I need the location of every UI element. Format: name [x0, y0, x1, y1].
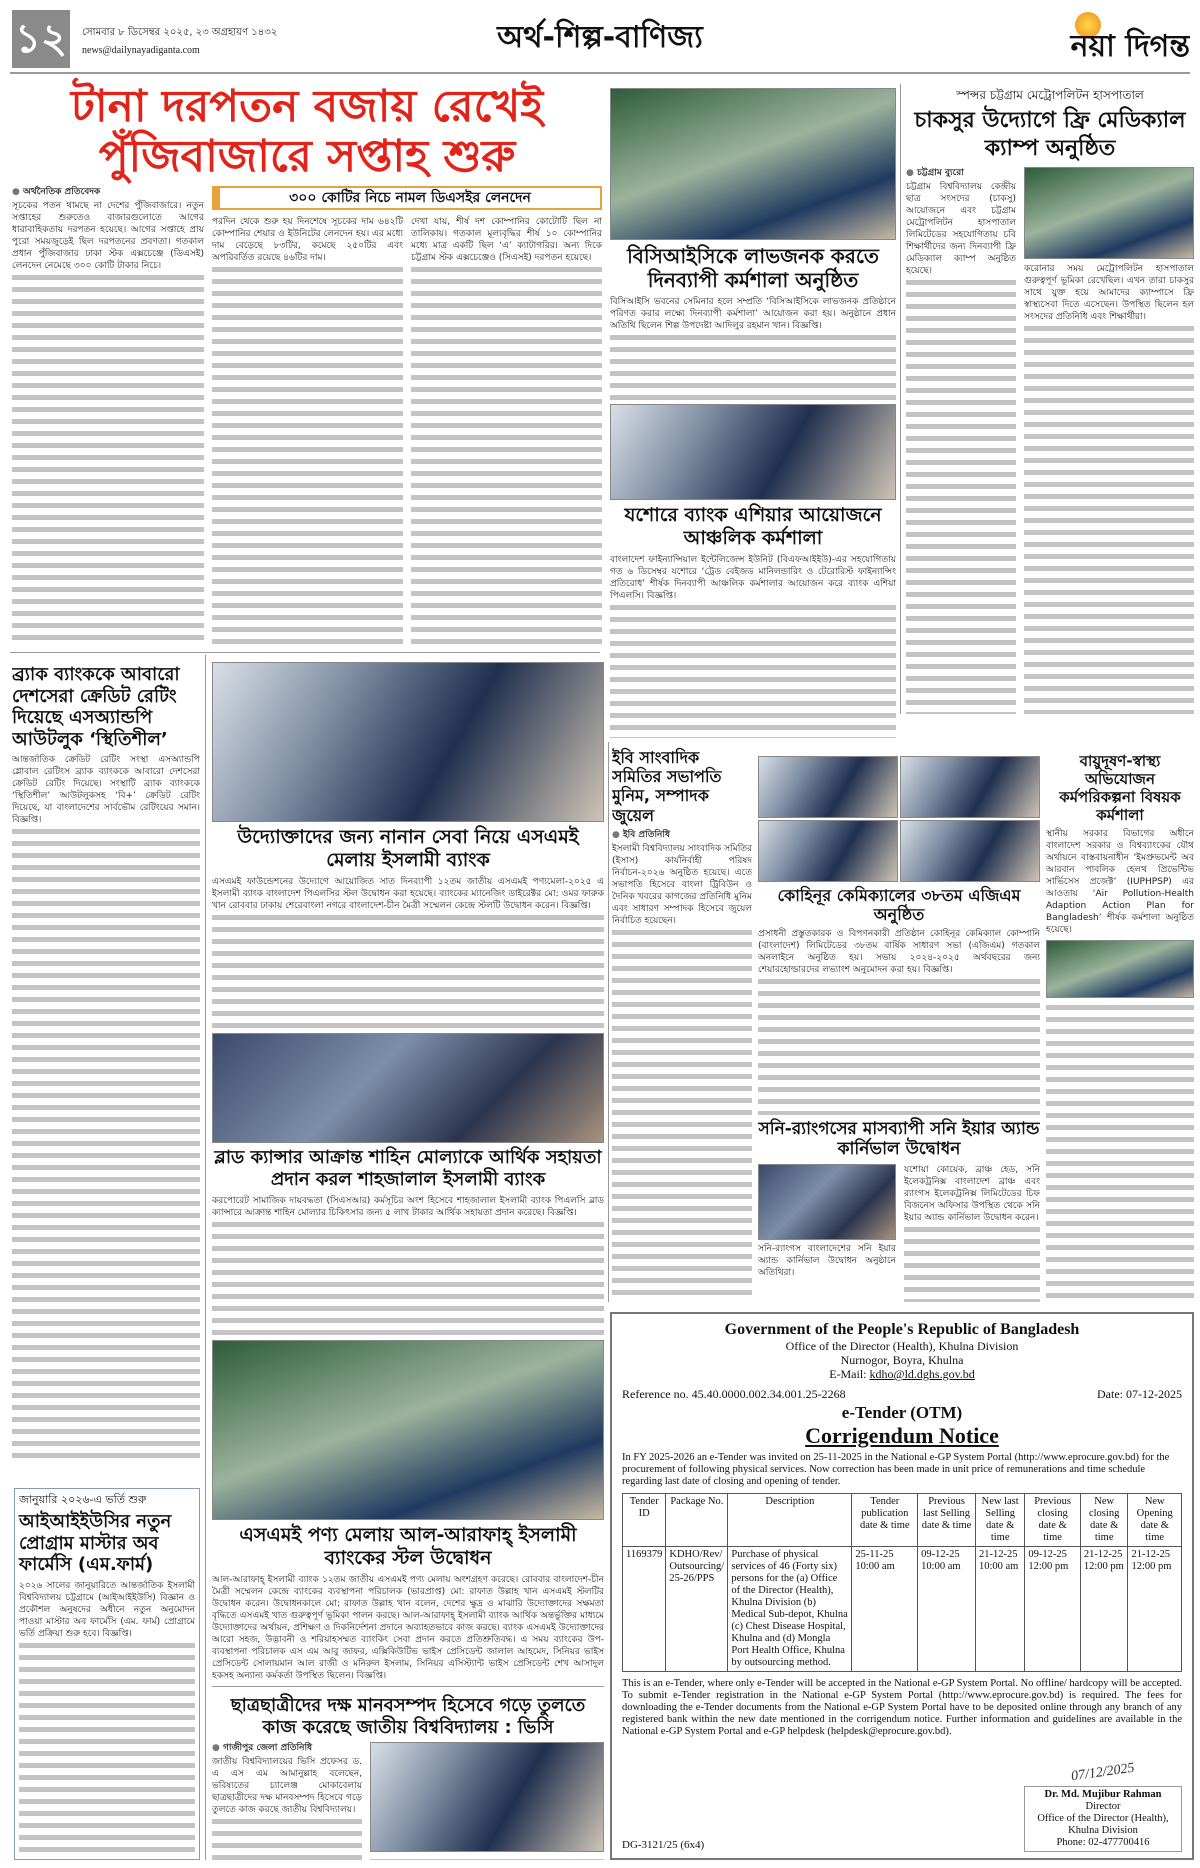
table-row: 1169379 KDHO/Rev/ Outsourcing/ 25-26/PPS Purchase of physical services of 46 (Forty six) persons for the (a) Office of the Director (Health), Khulna Division (b) Medical Sub-depot, Khulna (c) Chest Disease Hospital, Khulna and (d) Mongla Port Health Office, Khulna by outsourcing method. 25-11-25 10:00 am 09-12-25 10:00 am 21-12-25 10:00 am 09-12-25 12:00 pm 21-12-25 12:00 pm 21-12-25 12:00 pm — [623, 1547, 1182, 1672]
chaksu-byline: ● চট্টগ্রাম ব্যুরো — [906, 167, 1016, 179]
brac-story — [12, 660, 200, 1460]
alarafah-photo — [212, 1340, 604, 1520]
iiuc-box — [14, 1488, 200, 1860]
eb-body: ইসলামী বিশ্ববিদ্যালয় সাংবাদিক সমিতির (ইসাস) কার্যনির্বাহী পরিষদ নির্বাচন-২০২৬ অনুষ্ঠিত হয়েছে। এতে সভাপতি হিসেবে বাংলা ট্রিবিউন ও দৈনিক খবরের কাগজের প্রতিনিধি মুনিম এবং সাধারণ সম্পাদক হিসেবে জুয়েল নির্বাচিত হয়েছেন। — [612, 843, 752, 926]
tender-note: This is an e-Tender, where only e-Tender will be accepted in the National e-GP System Portal. No offline/ hardcopy will be accepted. To submit e-Tender registration in the National e-GP System Portal (http://www.eprocure.gov.bd) is required. The fees for downloading the e-Tender documents from the National e-GP System Portal have to be deposited online through any branch of any registered bank within the new date mentioned in the corrigendum notice. Further information and guidelines are available in the National e-GP System Portal and e-GP helpdesk (helpdesk@eprocure.gov.bd). — [622, 1678, 1182, 1737]
section-title: অর্থ-শিল্প-বাণিজ্য — [497, 20, 703, 55]
alarafah-body: আল-আরাফাহ্ ইসলামী ব্যাংক ১২তম জাতীয় এসএমই পণ্য মেলায় অংশগ্রহণ করেছে। রোববার বাংলাদেশ-চীন মৈত্রী সম্মেলন কেন্দ্রে ব্যাংকের ব্যবস্থাপনা পরিচালক (ভারপ্রাপ্ত) মো: রাফাত উল্লাহ খান এসএমই স্টলটির উদ্বোধন করেন। উদ্বোধনকালে মো: রাফাত উল্লাহ খান বলেন, দেশের ক্ষুদ্র ও মাঝারি উদ্যোক্তাদের সক্ষমতা বৃদ্ধিতে এসএমই খাত গুরুত্বপূর্ণ ভূমিকা পালন করছে। আল-আরাফাহ্ ইসলামী ব্যাংক আর্থিক অন্তর্ভুক্তির মাধ্যমে উদ্যোক্তাদের অর্থায়ন, প্রশিক্ষণ ও দিকনির্দেশনা প্রদানে অব্যাহতভাবে কাজ করছে। ব্যাংক এসএমই উদ্যোক্তাদের আরো সহজ, উদ্ভাবনী ও শরিয়াহসম্মত ব্যাংকিং সেবা প্রদান করতে প্রতিশ্রুতিবদ্ধ। এ সময় ব্যাংকের উপ-ব্যবস্থাপনা পরিচালক এস এম আবু জাফর, এক্সিকিউটিভ ভাইস প্রেসিডেন্ট জালাল আহমেদ, সিনিয়র ভাইস প্রেসিডেন্ট সোলায়মান আল রাজী ও মনিরুল ইসলাম, সিনিয়র এসিস্ট্যান্ট ভাইস প্রেসিডেন্ট শেখ আসাদুল হকসহ অন্যান্য কর্মকর্তা উপস্থিত ছিলেন। বিজ্ঞপ্তি। — [212, 1575, 604, 1681]
lead-headline: টানা দরপতন বজায় রেখেই পুঁজিবাজারে সপ্তাহ শুরু — [70, 81, 544, 182]
shahjalal-headline: ব্লাড ক্যান্সার আক্রান্ত শাহিন মোল্যাকে আর্থিক সহায়তা প্রদান করল শাহজালাল ইসলামী ব্যাংক — [214, 1147, 602, 1190]
iiuc-kicker: জানুয়ারি ২০২৬-এ ভর্তি শুরু — [19, 1493, 147, 1506]
nu-photo — [370, 1742, 604, 1852]
air-photo — [1046, 940, 1194, 998]
lead-body-col3: দেখা যায়, শীর্ষ দশ কোম্পানির কোটোটি ছিল না তালিকায়। গতকাল মূল্যবৃদ্ধির শীর্ষ ১০ কোম্পানির মধ্যে মাত্র একটি ছিল ‘এ’ ক্যাটাগরির। অন্য দিকে চট্টগ্রাম স্টক এক্সচেঞ্জেও (সিএসই) দরপতন হয়েছে। — [411, 217, 602, 263]
sony-caption: সনি-র‌্যাংগস বাংলাদেশের সনি ইয়ার অ্যান্ড কার্নিভাল উদ্বোধন অনুষ্ঠানে অতিথিরা। — [758, 1243, 896, 1278]
nu-headline: ছাত্রছাত্রীদের দক্ষ মানবসম্পদ হিসেবে গড়ে তুলতে কাজ করেছে জাতীয় বিশ্ববিদ্যালয় : ভিসি — [230, 1695, 586, 1738]
tender-table — [622, 1493, 1182, 1672]
jessore-photo — [610, 404, 896, 500]
lead-body-col1: সূচকের পতন থামছে না দেশের পুঁজিবাজারে। নতুন সপ্তাহের শুরুতেও বাজারগুলোতে আগের ধারাবাহিকতায় দরপতন হয়েছে। আগের সপ্তাহে প্রায় পুরো সময়জুড়েই ছিল দরপতনের প্রবণতা। গতকাল প্রধান পুঁজিবাজার ঢাকা স্টক এক্সচেঞ্জে (ডিএসই) লেনদেন নেমেছে ৩০০ কোটি টাকার নিচে। — [12, 201, 204, 271]
islami-body: এসএমই ফাউন্ডেশনের উদ্যোগে আয়োজিত সাত দিনব্যাপী ১২তম জাতীয় এসএমই পণ্যমেলা-২০২৫ এ ইসলামী ব্যাংক বাংলাদেশ পিএলসির স্টল উদ্বোধন করা হয়েছে। ব্যাংকের ম্যানেজিং ডাইরেক্টর মো: ওমর ফারুক খান রোববার ঢাকায় শেরেবাংলা নগরে বাংলাদেশ-চীন মৈত্রী সম্মেলন কেন্দ্রে স্টলটি উদ্বোধন করেন। বিজ্ঞপ্তি। — [212, 876, 604, 911]
newspaper-logo: নয়া দিগন্ত — [1000, 10, 1190, 68]
air-headline: বায়ুদূষণ-স্বাস্থ্য অভিযোজন কর্মপরিকল্পনা বিষয়ক কর্মশালা — [1059, 752, 1181, 824]
ad-code: DG-3121/25 (6x4) — [622, 1839, 705, 1851]
kohinoor-sony-column — [758, 756, 1040, 1302]
tender-gov: Government of the People's Republic of Bangladesh — [724, 1321, 1080, 1338]
tender-email-link[interactable]: kdho@ld.dghs.gov.bd — [869, 1367, 975, 1381]
eb-headline: ইবি সাংবাদিক সমিতির সভাপতি মুনিম, সম্পাদক জুয়েল — [612, 748, 722, 825]
tender-address: Nurnogor, Boyra, Khulna — [840, 1353, 964, 1367]
kohinoor-photo-2 — [900, 756, 1040, 818]
alarafah-headline: এসএমই পণ্য মেলায় আল-আরাফাহ্ ইসলামী ব্যাংকের স্টল উদ্বোধন — [239, 1524, 577, 1570]
lead-story — [12, 78, 602, 646]
middle-column — [212, 662, 604, 1860]
air-story — [1046, 748, 1194, 1300]
shahjalal-photo — [212, 1033, 604, 1143]
email-link[interactable]: news@dailynayadiganta.com — [82, 45, 200, 56]
chaksu-photo — [1024, 167, 1194, 259]
nu-byline: ● গাজীপুর জেলা প্রতিনিধি — [212, 1742, 362, 1754]
tender-table-header: Tender ID Package No. Description Tender publication date & time Previous last Selling date & time New last Selling date & time Previous closing date & time New closing date & time New Opening date & time — [623, 1494, 1182, 1547]
tender-notice — [610, 1312, 1194, 1860]
nu-body: জাতীয় বিশ্ববিদ্যালয়ের ভিসি প্রফেসর ড. এ এস এম আমানুল্লাহ বলেছেন, ভবিষ্যতের চ্যালেঞ্জ মোকাবেলায় ছাত্রছাত্রীদের দক্ষ মানবসম্পদ হিসেবে গড়ে তুলতে কাজ করছে জাতীয় বিশ্ববিদ্যালয়। — [212, 1757, 362, 1816]
islami-photo — [212, 662, 604, 822]
sony-photo — [758, 1164, 896, 1240]
tender-intro: In FY 2025-2026 an e-Tender was invited on 25-11-2025 in the National e-GP System Portal (http://www.eprocure.gov.bd) for the procurement of following physical services. Now correction has been made in unit price of remunerations and time schedule regarding last date of closing and opening of tender. — [622, 1452, 1170, 1487]
chaksu-body-col2: করোনার সময় মেট্রোপলিটন হাসপাতাল গুরুত্বপূর্ণ ভূমিকা রেখেছিল। এখন তারা চাকসুর সাথে যুক্ত হয়ে আমাদের ক্যাম্পাসে ফ্রি স্বাস্থ্যসেবা দিতে এসেছেন। উপস্থিত ছিলেন হল সংসদের প্রতিনিধি এবং শিক্ষার্থীরা। — [1024, 264, 1194, 322]
chaksu-headline: চাকসুর উদ্যোগে ফ্রি মেডিক্যাল ক্যাম্প অনুষ্ঠিত — [914, 108, 1186, 161]
kohinoor-body: প্রসাধনী প্রস্তুতকারক ও বিপণনকারী প্রতিষ্ঠান কোহিনূর কেমিক্যাল কোম্পানি (বাংলাদেশ) লিমিটেডের ৩৮তম বার্ষিক সাধারণ সভা (এজিএম) গতকাল অনলাইনে অনুষ্ঠিত হয়। সভায় ২০২৪-২০২৫ অর্থবছরের জন্য শেয়ারহোল্ডারদের লভ্যাংশ অনুমোদন করা হয়। বিজ্ঞপ্তি। — [758, 929, 1040, 976]
tender-date: Date: 07-12-2025 — [1097, 1387, 1182, 1401]
lead-subhead: ৩০০ কোটির নিচে নামল ডিএসইর লেনদেন — [212, 186, 602, 210]
shahjalal-body: করপোরেট সামাজিক দায়বদ্ধতা (সিএসআর) কর্মসূচির অংশ হিসেবে শাহজালাল ইসলামী ব্যাংক পিএলসি ব্লাড ক্যান্সারে আক্রান্ত শাহিন মোল্যার চিকিৎসার জন্য ৫ লাখ টাকার আর্থিক সহায়তা প্রদান করেছে। বিজ্ঞপ্তি। — [212, 1195, 604, 1218]
tender-reference: Reference no. 45.40.0000.002.34.001.25-2268 — [622, 1387, 846, 1401]
jessore-headline: যশোরে ব্যাংক এশিয়ার আয়োজনে আঞ্চলিক কর্মশালা — [624, 504, 882, 549]
eb-story — [612, 744, 752, 1302]
kohinoor-photo-3 — [758, 820, 898, 882]
signature: 07/12/2025 — [1070, 1760, 1136, 1785]
chaksu-body-col1: চট্টগ্রাম বিশ্ববিদ্যালয় কেন্দ্রীয় ছাত্র সংসদের (চাকসু) আয়োজনে এবং চট্টগ্রাম মেট্রোপলিটন হাসপাতাল লিমিটেডের সহযোগিতায় চবি শিক্ষার্থীদের জন্য দিনব্যাপী ফ্রি মেডিক্যাল ক্যাম্প অনুষ্ঠিত হয়েছে। — [906, 182, 1016, 276]
kohinoor-photo-4 — [900, 820, 1040, 882]
signer-box: Dr. Md. Mujibur Rahman Director Office of the Director (Health), Khulna Division Phone: 02-477700416 — [1024, 1786, 1182, 1852]
lead-body-col2: পরদিন থেকে শুরু হয় দিনশেষে সূচকের দাম ৬৪২টি কোম্পানির শেয়ার ও ইউনিটের লেনদেন হয়। এর মধ্যে দাম বেড়েছে ৮৩টির, কমেছে ২৫০টির এবং অপরিবর্তিত রয়েছে ৪৬টির দাম। — [212, 217, 403, 263]
iiuc-body: ২০২৬ সালের জানুয়ারিতে আন্তর্জাতিক ইসলামী বিশ্ববিদ্যালয় চট্টগ্রামে (আইআইইউসি) বিজ্ঞান ও প্রকৌশল অনুষদের অধীনে নতুন অনুমোদন পাওয়া মাস্টার অব ফার্মেসি (এম. ফার্ম) প্রোগ্রামে ভর্তি প্রক্রিয়া শুরু হবে। বিজ্ঞপ্তি। — [19, 1580, 195, 1639]
bcic-headline: বিসিআইসিকে লাভজনক করতে দিনব্যাপী কর্মশালা অনুষ্ঠিত — [627, 244, 879, 292]
air-body: স্থানীয় সরকার বিভাগের অধীনে বাংলাদেশ সরকার ও বিশ্বব্যাংকের যৌথ অর্থায়নে বাস্তবায়নাধীন ‘ইমপ্রুভমেন্ট অব আরবান পাবলিক হেলথ প্রিভেন্টিভ সার্ভিসেস প্রজেক্ট’ (IUPHPSP) এর আওতায় ‘Air Pollution-Health Adaption Action Plan for Bangladesh’ শীর্ষক কর্মশালা অনুষ্ঠিত হয়েছে। — [1046, 829, 1194, 935]
sony-body: যশোয়া কোয়েক, ব্রাঞ্চ হেড, সনি ইলেকট্রনিক্স বাংলাদেশ ব্রাঞ্চ এবং র‌্যাংগস ইলেকট্রনিক্স লিমিটেডের চিফ বিজনেস অফিসার উপস্থিত থেকে সনি ইয়ার অ্যান্ড কার্নিভাল উদ্বোধন করেন। — [904, 1164, 1040, 1223]
lead-byline: ● অর্থনৈতিক প্রতিবেদক — [12, 186, 204, 198]
sony-headline: সনি-র‌্যাংগসের মাসব্যাপী সনি ইয়ার অ্যান্ড কার্নিভাল উদ্বোধন — [758, 1118, 1040, 1160]
bcic-jessore-column — [610, 88, 896, 738]
eb-byline: ● ইবি প্রতিনিধি — [612, 829, 752, 841]
header-divider — [10, 72, 1190, 74]
page-number-box: ১২ — [12, 10, 70, 68]
kohinoor-headline: কোহিনূর কেমিক্যালের ৩৮তম এজিএম অনুষ্ঠিত — [777, 886, 1021, 925]
tender-office: Office of the Director (Health), Khulna Division — [785, 1339, 1019, 1353]
tender-type: e-Tender (OTM) — [841, 1403, 963, 1422]
islami-headline: উদ্যোক্তাদের জন্য নানান সেবা নিয়ে এসএমই মেলায় ইসলামী ব্যাংক — [237, 826, 579, 871]
brac-body: আন্তর্জাতিক ক্রেডিট রেটিং সংস্থা এসঅ্যান্ডপি গ্লোবাল রেটিংস ব্র্যাক ব্যাংককে আবারো দেশসেরা ক্রেডিট রেটিং দিয়েছে। সংস্থাটি ব্র্যাক ব্যাংককে ‘স্থিতিশীল’ আউটলুকসহ ‘বি+’ ক্রেডিট রেটিং দিয়েছে, যা বাংলাদেশের সার্বভৌম রেটিংয়ের সমান। বিজ্ঞপ্তি। — [12, 755, 200, 826]
issue-date: সোমবার ৮ ডিসেম্বর ২০২৫, ২৩ অগ্রহায়ণ ১৪৩২ — [82, 27, 278, 38]
tender-email-row: E-Mail: kdho@ld.dghs.gov.bd — [829, 1367, 975, 1381]
bcic-photo — [610, 88, 896, 240]
chaksu-story — [906, 88, 1194, 714]
kohinoor-photo-1 — [758, 756, 898, 818]
tender-title: Corrigendum Notice — [805, 1423, 999, 1448]
jessore-body: বাংলাদেশ ফাইন্যান্সিয়াল ইন্টেলিজেন্স ইউনিট (বিএফআইইউ)-এর সহযোগিতায় গত ৬ ডিসেম্বর যশোরে ‘ট্রেড বেইজড মানিলন্ডারিং ও টেরোরিস্ট ফাইন্যান্সিং প্রতিরোধ’ শীর্ষক দিনব্যাপী আঞ্চলিক কর্মশালার আয়োজন করে ব্যাংক এশিয়া পিএলসি। বিজ্ঞপ্তি। — [610, 554, 896, 601]
brac-headline: ব্র্যাক ব্যাংককে আবারো দেশসেরা ক্রেডিট রেটিং দিয়েছে এসঅ্যান্ডপি আউটলুক ‘স্থিতিশীল’ — [12, 664, 180, 750]
chaksu-kicker: স্পন্সর চট্টগ্রাম মেট্রোপলিটন হাসপাতাল — [956, 88, 1144, 102]
bcic-body: বিসিআইসি ভবনের সেমিনার হলে সম্প্রতি ‘বিসিআইসিকে লাভজনক প্রতিষ্ঠানে পরিণত করার লক্ষ্যে দিনব্যাপী কর্মশালা’ আয়োজন করা হয়। অনুষ্ঠানে প্রধান অতিথি ছিলেন শিল্প উপদেষ্টা আদিলুর রহমান খান। বিজ্ঞপ্তি। — [610, 297, 896, 331]
iiuc-headline: আইআইইউসির নতুন প্রোগ্রাম মাস্টার অব ফার্মেসি (এম.ফার্ম) — [19, 1511, 172, 1576]
